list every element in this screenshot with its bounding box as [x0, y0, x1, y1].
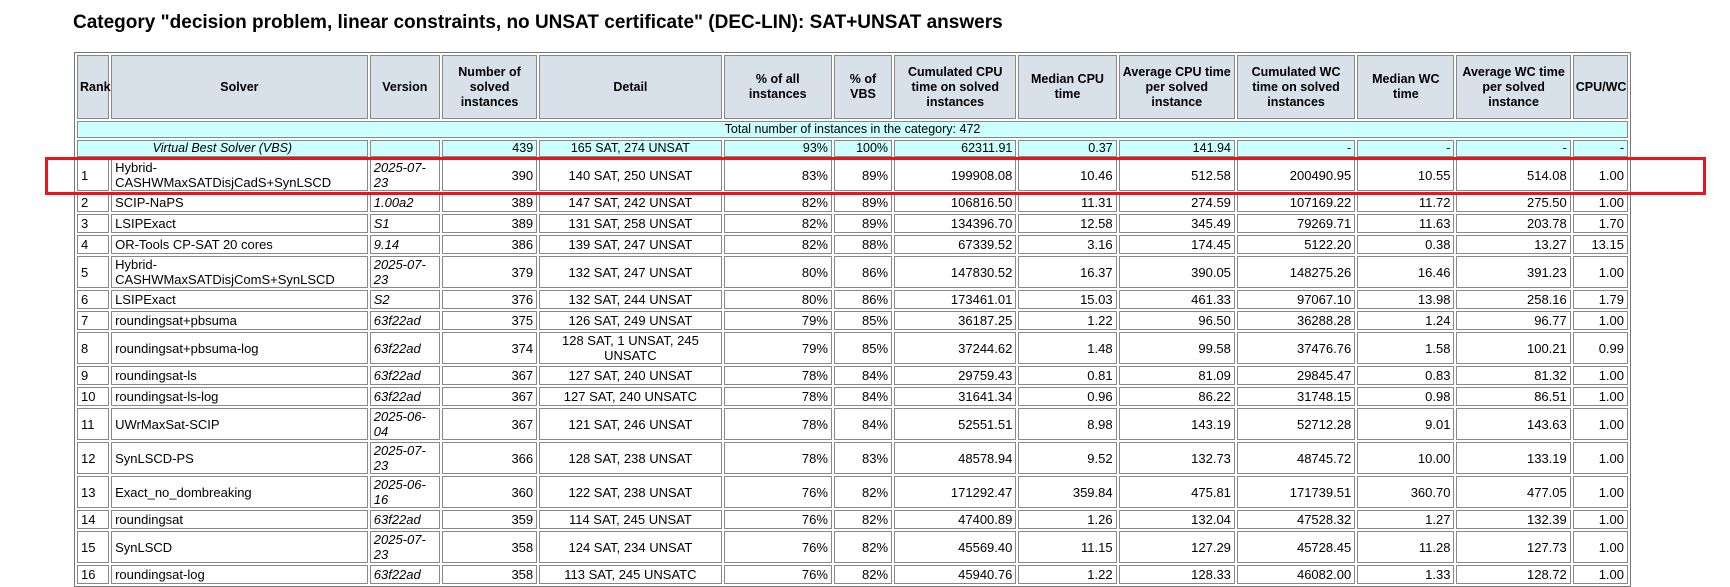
cell-med-cpu: 0.96 — [1018, 387, 1116, 406]
table-row — [77, 531, 1628, 563]
cell-pct-all: 80% — [724, 290, 832, 309]
cell-med-cpu: 11.15 — [1018, 531, 1116, 563]
cell-version: 63f22ad — [370, 387, 440, 406]
cell-pct-all: 79% — [724, 332, 832, 364]
cell-avg-cpu: 345.49 — [1119, 214, 1235, 233]
cell-avg-cpu: 461.33 — [1119, 290, 1235, 309]
cell-cpu-wc: 1.00 — [1573, 476, 1628, 508]
cell-pct-vbs: 89% — [834, 214, 892, 233]
cell-detail: 128 SAT, 238 UNSAT — [539, 442, 721, 474]
cell-med-cpu: 1.48 — [1018, 332, 1116, 364]
cell-avg-wc: 100.21 — [1456, 332, 1570, 364]
cell-med-wc: 11.72 — [1357, 193, 1454, 212]
header-solver: Solver — [111, 55, 368, 119]
cell-cum-wc: 36288.28 — [1237, 311, 1355, 330]
cell-pct-vbs: 84% — [834, 366, 892, 385]
cell-avg-wc: 81.32 — [1456, 366, 1570, 385]
cell-avg-cpu: 143.19 — [1119, 408, 1235, 440]
cell-cum-cpu: 36187.25 — [894, 311, 1016, 330]
cell-avg-cpu: 96.50 — [1119, 311, 1235, 330]
cell-cum-wc: 52712.28 — [1237, 408, 1355, 440]
cell-rank: 3 — [77, 214, 109, 233]
table-row — [77, 476, 1628, 508]
vbs-avg-cpu: 141.94 — [1119, 140, 1235, 157]
cell-detail: 121 SAT, 246 UNSAT — [539, 408, 721, 440]
cell-cum-cpu: 67339.52 — [894, 235, 1016, 254]
cell-med-wc: 13.98 — [1357, 290, 1454, 309]
cell-rank: 4 — [77, 235, 109, 254]
cell-cpu-wc: 1.00 — [1573, 531, 1628, 563]
total-instances: Total number of instances in the category: 472 — [77, 121, 1628, 138]
cell-cpu-wc: 1.79 — [1573, 290, 1628, 309]
cell-version: 63f22ad — [370, 366, 440, 385]
cell-pct-vbs: 85% — [834, 332, 892, 364]
cell-avg-wc: 258.16 — [1456, 290, 1570, 309]
cell-pct-all: 78% — [724, 366, 832, 385]
cell-avg-wc: 127.73 — [1456, 531, 1570, 563]
cell-cpu-wc: 1.00 — [1573, 256, 1628, 288]
cell-version: 1.00a2 — [370, 193, 440, 212]
cell-solver: Hybrid-CASHWMaxSATDisjComS+SynLSCD — [111, 256, 368, 288]
cell-med-wc: 1.27 — [1357, 510, 1454, 529]
table-row — [77, 256, 1628, 288]
cell-cum-cpu: 45940.76 — [894, 565, 1016, 584]
cell-version: 63f22ad — [370, 311, 440, 330]
cell-solver: roundingsat-ls — [111, 366, 368, 385]
cell-solved: 390 — [442, 159, 537, 191]
header-rank: Rank — [77, 55, 109, 119]
cell-detail: 132 SAT, 244 UNSAT — [539, 290, 721, 309]
cell-pct-all: 76% — [724, 565, 832, 584]
cell-avg-wc: 132.39 — [1456, 510, 1570, 529]
cell-rank: 12 — [77, 442, 109, 474]
cell-detail: 132 SAT, 247 UNSAT — [539, 256, 721, 288]
cell-pct-vbs: 86% — [834, 290, 892, 309]
cell-avg-wc: 477.05 — [1456, 476, 1570, 508]
cell-cum-wc: 200490.95 — [1237, 159, 1355, 191]
cell-solver: roundingsat+pbsuma — [111, 311, 368, 330]
vbs-avg-wc: - — [1456, 140, 1570, 157]
cell-cum-wc: 29845.47 — [1237, 366, 1355, 385]
cell-solver: LSIPExact — [111, 214, 368, 233]
total-row — [77, 121, 1628, 138]
cell-rank: 10 — [77, 387, 109, 406]
cell-cum-wc: 48745.72 — [1237, 442, 1355, 474]
cell-solved: 366 — [442, 442, 537, 474]
cell-cpu-wc: 1.00 — [1573, 159, 1628, 191]
cell-rank: 13 — [77, 476, 109, 508]
cell-pct-vbs: 82% — [834, 565, 892, 584]
table-row — [77, 235, 1628, 254]
cell-med-cpu: 359.84 — [1018, 476, 1116, 508]
cell-pct-vbs: 82% — [834, 510, 892, 529]
table-row — [77, 366, 1628, 385]
cell-med-wc: 9.01 — [1357, 408, 1454, 440]
cell-version: 9.14 — [370, 235, 440, 254]
cell-avg-wc: 13.27 — [1456, 235, 1570, 254]
cell-med-cpu: 15.03 — [1018, 290, 1116, 309]
cell-solver: roundingsat-ls-log — [111, 387, 368, 406]
cell-avg-cpu: 174.45 — [1119, 235, 1235, 254]
cell-med-wc: 1.33 — [1357, 565, 1454, 584]
cell-solved: 358 — [442, 531, 537, 563]
cell-cum-wc: 37476.76 — [1237, 332, 1355, 364]
cell-rank: 6 — [77, 290, 109, 309]
cell-cum-cpu: 52551.51 — [894, 408, 1016, 440]
cell-solver: Exact_no_dombreaking — [111, 476, 368, 508]
cell-solved: 367 — [442, 387, 537, 406]
cell-detail: 139 SAT, 247 UNSAT — [539, 235, 721, 254]
table-row — [77, 332, 1628, 364]
cell-version: 2025-07-23 — [370, 256, 440, 288]
cell-rank: 14 — [77, 510, 109, 529]
cell-pct-all: 83% — [724, 159, 832, 191]
cell-med-wc: 1.58 — [1357, 332, 1454, 364]
cell-solved: 367 — [442, 366, 537, 385]
cell-solver: LSIPExact — [111, 290, 368, 309]
cell-avg-wc: 86.51 — [1456, 387, 1570, 406]
cell-med-cpu: 1.26 — [1018, 510, 1116, 529]
cell-solved: 375 — [442, 311, 537, 330]
vbs-solved: 439 — [442, 140, 537, 157]
cell-med-wc: 0.38 — [1357, 235, 1454, 254]
cell-solver: SynLSCD — [111, 531, 368, 563]
cell-cpu-wc: 1.00 — [1573, 366, 1628, 385]
cell-med-wc: 0.98 — [1357, 387, 1454, 406]
results-table-wrapper — [74, 52, 1631, 587]
vbs-med-cpu: 0.37 — [1018, 140, 1116, 157]
table-row — [77, 565, 1628, 584]
cell-pct-vbs: 84% — [834, 408, 892, 440]
cell-cum-cpu: 106816.50 — [894, 193, 1016, 212]
cell-med-cpu: 12.58 — [1018, 214, 1116, 233]
cell-rank: 5 — [77, 256, 109, 288]
cell-cum-wc: 171739.51 — [1237, 476, 1355, 508]
cell-avg-cpu: 475.81 — [1119, 476, 1235, 508]
cell-cum-wc: 31748.15 — [1237, 387, 1355, 406]
cell-cpu-wc: 0.99 — [1573, 332, 1628, 364]
cell-pct-all: 78% — [724, 408, 832, 440]
cell-avg-cpu: 274.59 — [1119, 193, 1235, 212]
cell-avg-wc: 514.08 — [1456, 159, 1570, 191]
cell-detail: 122 SAT, 238 UNSAT — [539, 476, 721, 508]
vbs-version — [370, 140, 440, 157]
cell-solver: SCIP-NaPS — [111, 193, 368, 212]
cell-cpu-wc: 1.00 — [1573, 510, 1628, 529]
cell-avg-cpu: 390.05 — [1119, 256, 1235, 288]
cell-pct-all: 82% — [724, 193, 832, 212]
cell-cpu-wc: 13.15 — [1573, 235, 1628, 254]
cell-cum-cpu: 171292.47 — [894, 476, 1016, 508]
header-pct-vbs: % of VBS — [834, 55, 892, 119]
cell-avg-cpu: 127.29 — [1119, 531, 1235, 563]
cell-cum-cpu: 173461.01 — [894, 290, 1016, 309]
cell-pct-all: 82% — [724, 214, 832, 233]
cell-pct-all: 80% — [724, 256, 832, 288]
cell-pct-vbs: 84% — [834, 387, 892, 406]
header-row — [77, 55, 1628, 119]
cell-rank: 11 — [77, 408, 109, 440]
header-pct-all: % of all instances — [724, 55, 832, 119]
cell-cpu-wc: 1.00 — [1573, 442, 1628, 474]
vbs-pct-all: 93% — [724, 140, 832, 157]
cell-avg-cpu: 128.33 — [1119, 565, 1235, 584]
cell-rank: 9 — [77, 366, 109, 385]
cell-med-cpu: 0.81 — [1018, 366, 1116, 385]
cell-med-wc: 11.63 — [1357, 214, 1454, 233]
cell-med-wc: 360.70 — [1357, 476, 1454, 508]
table-row — [77, 311, 1628, 330]
cell-version: 2025-07-23 — [370, 531, 440, 563]
cell-detail: 128 SAT, 1 UNSAT, 245 UNSATC — [539, 332, 721, 364]
cell-detail: 127 SAT, 240 UNSAT — [539, 366, 721, 385]
cell-detail: 131 SAT, 258 UNSAT — [539, 214, 721, 233]
cell-pct-vbs: 85% — [834, 311, 892, 330]
table-row — [77, 290, 1628, 309]
cell-solved: 359 — [442, 510, 537, 529]
cell-version: 2025-06-16 — [370, 476, 440, 508]
cell-med-wc: 10.00 — [1357, 442, 1454, 474]
cell-med-wc: 0.83 — [1357, 366, 1454, 385]
cell-detail: 127 SAT, 240 UNSATC — [539, 387, 721, 406]
cell-cpu-wc: 1.00 — [1573, 565, 1628, 584]
cell-rank: 1 — [77, 159, 109, 191]
cell-detail: 124 SAT, 234 UNSAT — [539, 531, 721, 563]
page-title: Category "decision problem, linear constraints, no UNSAT certificate" (DEC-LIN): SAT+UNSAT answers — [73, 12, 1003, 33]
cell-version: 2025-07-23 — [370, 442, 440, 474]
header-avg-cpu: Average CPU time per solved instance — [1119, 55, 1235, 119]
cell-version: 2025-06-04 — [370, 408, 440, 440]
cell-cum-wc: 148275.26 — [1237, 256, 1355, 288]
cell-solver: roundingsat+pbsuma-log — [111, 332, 368, 364]
cell-med-wc: 16.46 — [1357, 256, 1454, 288]
cell-pct-vbs: 82% — [834, 531, 892, 563]
cell-solver: SynLSCD-PS — [111, 442, 368, 474]
cell-avg-cpu: 132.73 — [1119, 442, 1235, 474]
cell-cpu-wc: 1.70 — [1573, 214, 1628, 233]
cell-version: 63f22ad — [370, 565, 440, 584]
cell-cum-wc: 47528.32 — [1237, 510, 1355, 529]
cell-cum-wc: 5122.20 — [1237, 235, 1355, 254]
cell-pct-all: 76% — [724, 531, 832, 563]
cell-detail: 147 SAT, 242 UNSAT — [539, 193, 721, 212]
cell-avg-cpu: 81.09 — [1119, 366, 1235, 385]
header-med-cpu: Median CPU time — [1018, 55, 1116, 119]
cell-solved: 358 — [442, 565, 537, 584]
cell-version: 2025-07-23 — [370, 159, 440, 191]
cell-med-cpu: 16.37 — [1018, 256, 1116, 288]
cell-cpu-wc: 1.00 — [1573, 193, 1628, 212]
cell-solved: 367 — [442, 408, 537, 440]
table-row — [77, 214, 1628, 233]
cell-cum-cpu: 134396.70 — [894, 214, 1016, 233]
header-version: Version — [370, 55, 440, 119]
table-row — [77, 442, 1628, 474]
vbs-detail: 165 SAT, 274 UNSAT — [539, 140, 721, 157]
header-cpu-wc: CPU/WC — [1573, 55, 1628, 119]
header-cum-cpu: Cumulated CPU time on solved instances — [894, 55, 1016, 119]
cell-pct-all: 82% — [724, 235, 832, 254]
cell-pct-all: 78% — [724, 442, 832, 474]
cell-pct-vbs: 82% — [834, 476, 892, 508]
cell-version: S1 — [370, 214, 440, 233]
cell-cum-cpu: 29759.43 — [894, 366, 1016, 385]
highlight-box — [45, 157, 1706, 195]
vbs-row — [77, 140, 1628, 157]
cell-pct-all: 79% — [724, 311, 832, 330]
cell-cum-cpu: 31641.34 — [894, 387, 1016, 406]
cell-med-wc: 10.55 — [1357, 159, 1454, 191]
table-row — [77, 193, 1628, 212]
header-med-wc: Median WC time — [1357, 55, 1454, 119]
cell-rank: 8 — [77, 332, 109, 364]
cell-avg-wc: 203.78 — [1456, 214, 1570, 233]
cell-cum-wc: 97067.10 — [1237, 290, 1355, 309]
cell-med-cpu: 10.46 — [1018, 159, 1116, 191]
cell-avg-wc: 128.72 — [1456, 565, 1570, 584]
cell-cum-wc: 107169.22 — [1237, 193, 1355, 212]
cell-solver: roundingsat — [111, 510, 368, 529]
cell-cpu-wc: 1.00 — [1573, 387, 1628, 406]
vbs-cpu-wc: - — [1573, 140, 1628, 157]
vbs-name: Virtual Best Solver (VBS) — [77, 140, 368, 157]
cell-rank: 7 — [77, 311, 109, 330]
cell-pct-all: 76% — [724, 476, 832, 508]
cell-rank: 2 — [77, 193, 109, 212]
header-detail: Detail — [539, 55, 721, 119]
cell-detail: 140 SAT, 250 UNSAT — [539, 159, 721, 191]
cell-pct-vbs: 86% — [834, 256, 892, 288]
cell-cum-cpu: 199908.08 — [894, 159, 1016, 191]
header-solved: Number of solved instances — [442, 55, 537, 119]
cell-solved: 386 — [442, 235, 537, 254]
cell-solved: 374 — [442, 332, 537, 364]
cell-pct-all: 78% — [724, 387, 832, 406]
cell-solved: 360 — [442, 476, 537, 508]
cell-cum-wc: 46082.00 — [1237, 565, 1355, 584]
cell-cum-wc: 45728.45 — [1237, 531, 1355, 563]
cell-pct-vbs: 89% — [834, 159, 892, 191]
cell-version: S2 — [370, 290, 440, 309]
cell-med-wc: 1.24 — [1357, 311, 1454, 330]
cell-rank: 16 — [77, 565, 109, 584]
cell-pct-vbs: 89% — [834, 193, 892, 212]
cell-cum-cpu: 147830.52 — [894, 256, 1016, 288]
table-row — [77, 387, 1628, 406]
cell-avg-cpu: 132.04 — [1119, 510, 1235, 529]
cell-solved: 389 — [442, 214, 537, 233]
cell-med-cpu: 1.22 — [1018, 565, 1116, 584]
cell-avg-cpu: 512.58 — [1119, 159, 1235, 191]
cell-pct-vbs: 88% — [834, 235, 892, 254]
cell-med-cpu: 8.98 — [1018, 408, 1116, 440]
cell-pct-all: 76% — [724, 510, 832, 529]
cell-solved: 379 — [442, 256, 537, 288]
cell-avg-wc: 391.23 — [1456, 256, 1570, 288]
header-avg-wc: Average WC time per solved instance — [1456, 55, 1570, 119]
cell-solved: 389 — [442, 193, 537, 212]
cell-cum-cpu: 37244.62 — [894, 332, 1016, 364]
table-row — [77, 408, 1628, 440]
cell-solver: UWrMaxSat-SCIP — [111, 408, 368, 440]
vbs-pct-vbs: 100% — [834, 140, 892, 157]
cell-med-cpu: 3.16 — [1018, 235, 1116, 254]
cell-detail: 126 SAT, 249 UNSAT — [539, 311, 721, 330]
cell-detail: 113 SAT, 245 UNSATC — [539, 565, 721, 584]
cell-med-cpu: 9.52 — [1018, 442, 1116, 474]
cell-solver: Hybrid-CASHWMaxSATDisjCadS+SynLSCD — [111, 159, 368, 191]
cell-cum-cpu: 48578.94 — [894, 442, 1016, 474]
cell-med-cpu: 11.31 — [1018, 193, 1116, 212]
cell-med-wc: 11.28 — [1357, 531, 1454, 563]
cell-cum-cpu: 45569.40 — [894, 531, 1016, 563]
cell-avg-wc: 96.77 — [1456, 311, 1570, 330]
cell-rank: 15 — [77, 531, 109, 563]
cell-solver: OR-Tools CP-SAT 20 cores — [111, 235, 368, 254]
cell-med-cpu: 1.22 — [1018, 311, 1116, 330]
cell-solver: roundingsat-log — [111, 565, 368, 584]
cell-avg-cpu: 99.58 — [1119, 332, 1235, 364]
cell-cum-wc: 79269.71 — [1237, 214, 1355, 233]
cell-version: 63f22ad — [370, 332, 440, 364]
header-cum-wc: Cumulated WC time on solved instances — [1237, 55, 1355, 119]
cell-detail: 114 SAT, 245 UNSAT — [539, 510, 721, 529]
cell-avg-wc: 275.50 — [1456, 193, 1570, 212]
cell-avg-wc: 133.19 — [1456, 442, 1570, 474]
table-row — [77, 510, 1628, 529]
cell-version: 63f22ad — [370, 510, 440, 529]
cell-avg-cpu: 86.22 — [1119, 387, 1235, 406]
cell-cum-cpu: 47400.89 — [894, 510, 1016, 529]
cell-solved: 376 — [442, 290, 537, 309]
vbs-cum-cpu: 62311.91 — [894, 140, 1016, 157]
vbs-med-wc: - — [1357, 140, 1454, 157]
cell-pct-vbs: 83% — [834, 442, 892, 474]
cell-cpu-wc: 1.00 — [1573, 311, 1628, 330]
vbs-cum-wc: - — [1237, 140, 1355, 157]
cell-avg-wc: 143.63 — [1456, 408, 1570, 440]
results-table — [74, 52, 1631, 587]
cell-cpu-wc: 1.00 — [1573, 408, 1628, 440]
